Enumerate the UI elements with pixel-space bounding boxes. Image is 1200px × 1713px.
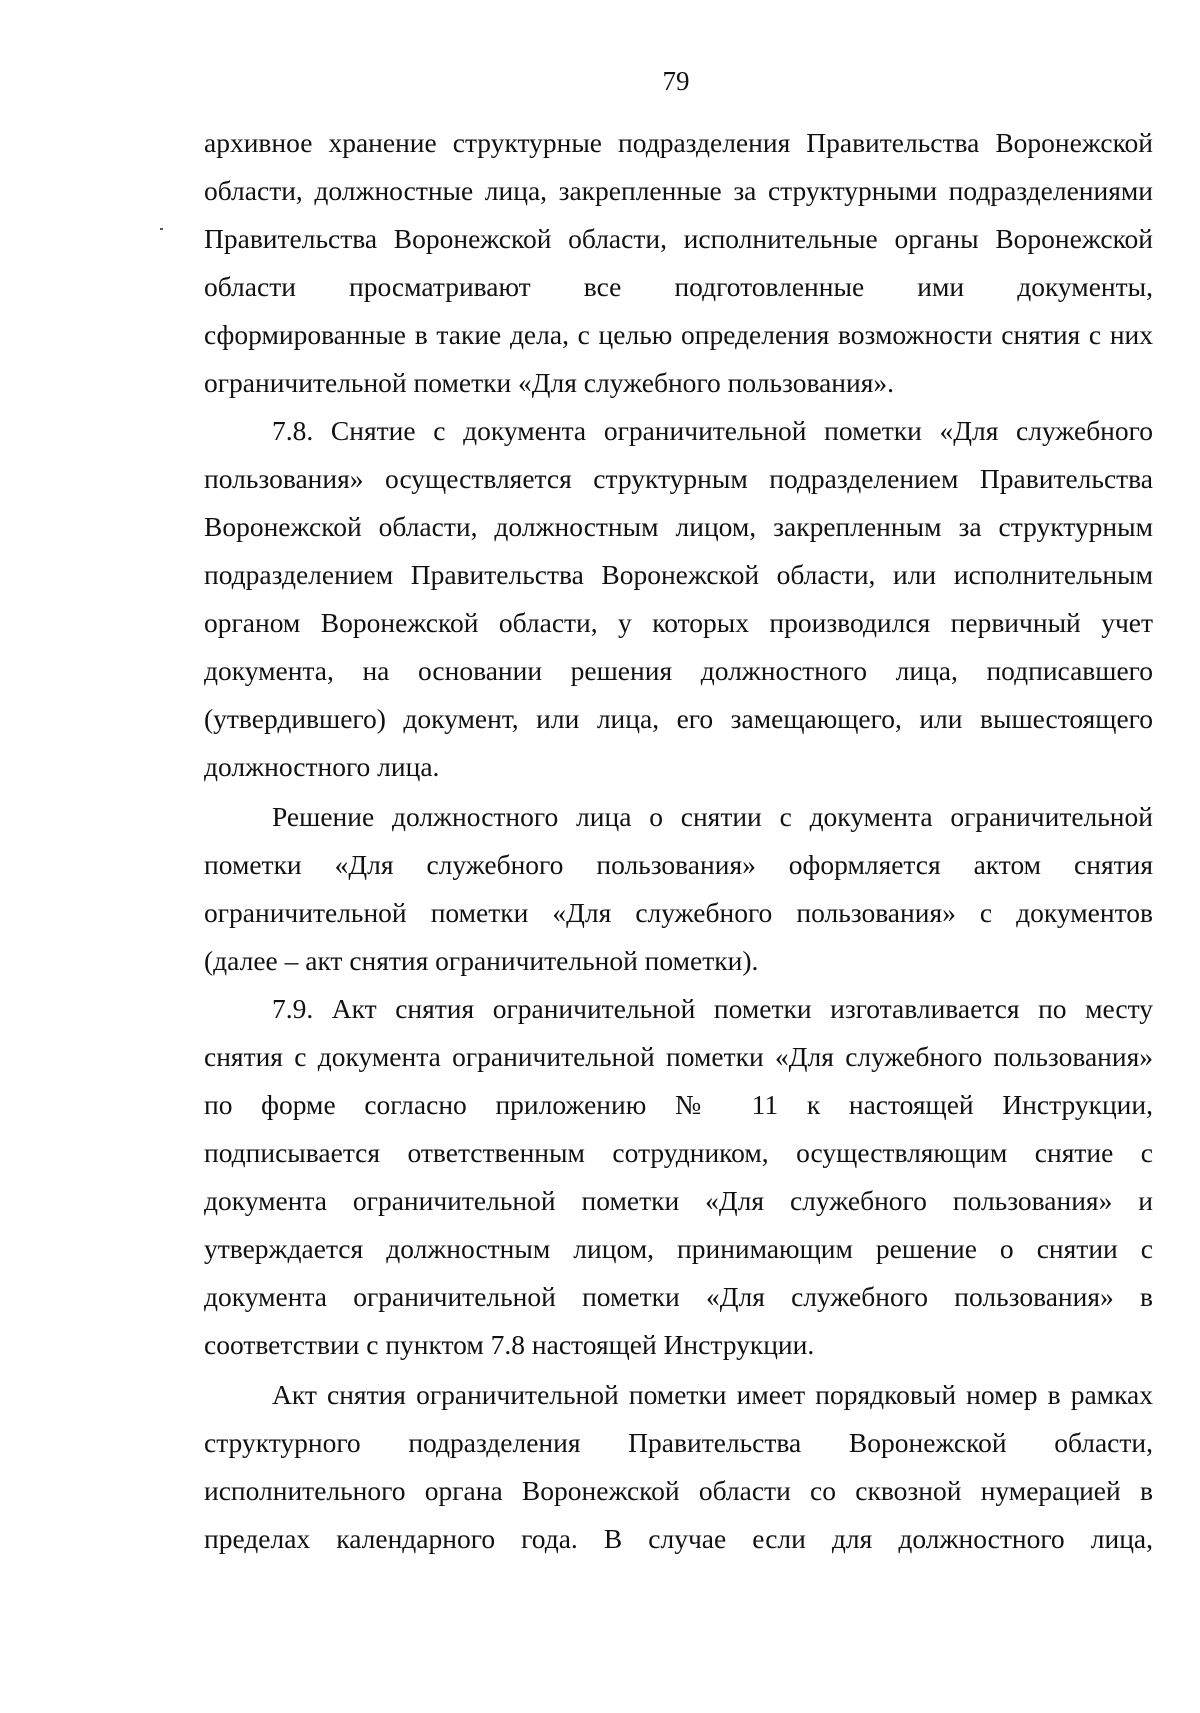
text-line: ограничительной пометки «Для служебного пользования» с документов bbox=[204, 897, 1153, 928]
text-line: (утвердившего) документ, или лица, его замещающего, или вышестоящего bbox=[204, 703, 1153, 734]
text-line: соответствии с пунктом 7.8 настоящей Инструкции. bbox=[204, 1329, 815, 1360]
text-line: 7.9. Акт снятия ограничительной пометки изготавливается по месту bbox=[272, 993, 1153, 1024]
text-line: Правительства Воронежской области, исполнительные органы Воронежской bbox=[204, 223, 1153, 254]
text-line: (далее – акт снятия ограничительной пометки). bbox=[204, 945, 759, 976]
text-line: снятия с документа ограничительной пометки «Для служебного пользования» bbox=[204, 1041, 1153, 1072]
text-line: сформированные в такие дела, с целью определения возможности снятия с них bbox=[204, 319, 1153, 350]
text-line: ограничительной пометки «Для служебного пользования». bbox=[204, 367, 894, 398]
text-line: подписывается ответственным сотрудником, осуществляющим снятие с bbox=[204, 1137, 1153, 1168]
text-line: области, должностные лица, закрепленные за структурными подразделениями bbox=[204, 175, 1153, 206]
text-line: пользования» осуществляется структурным подразделением Правительства bbox=[204, 463, 1153, 494]
document-body bbox=[204, 119, 1153, 1563]
text-line: утверждается должностным лицом, принимающим решение о снятии с bbox=[204, 1233, 1153, 1264]
text-line: документа, на основании решения должностного лица, подписавшего bbox=[204, 655, 1153, 686]
text-line: Решение должностного лица о снятии с документа ограничительной bbox=[272, 801, 1153, 832]
paragraph-7-8 bbox=[204, 407, 1153, 791]
paragraph-act-number bbox=[204, 1371, 1153, 1563]
text-line: 7.8. Снятие с документа ограничительной пометки «Для служебного bbox=[272, 415, 1153, 446]
text-line: архивное хранение структурные подразделения Правительства Воронежской bbox=[204, 127, 1153, 158]
page-number: 79 bbox=[662, 66, 690, 96]
text-line: исполнительного органа Воронежской области со сквозной нумерацией в bbox=[204, 1475, 1153, 1506]
text-line: органом Воронежской области, у которых производился первичный учет bbox=[204, 607, 1153, 638]
text-line: по форме согласно приложению № 11 к настоящей Инструкции, bbox=[204, 1089, 1153, 1120]
text-line: пределах календарного года. В случае если для должностного лица, bbox=[204, 1523, 1153, 1554]
text-line: Воронежской области, должностным лицом, закрепленным за структурным bbox=[204, 511, 1153, 542]
text-line: документа ограничительной пометки «Для служебного пользования» в bbox=[204, 1281, 1153, 1312]
paragraph-1 bbox=[204, 119, 1153, 407]
text-line: подразделением Правительства Воронежской области, или исполнительным bbox=[204, 559, 1153, 590]
text-line: области просматривают все подготовленные ими документы, bbox=[204, 271, 1153, 302]
scan-speck bbox=[160, 228, 163, 230]
text-line: должностного лица. bbox=[204, 751, 440, 782]
text-line: документа ограничительной пометки «Для служебного пользования» и bbox=[204, 1185, 1153, 1216]
text-line: пометки «Для служебного пользования» оформляется актом снятия bbox=[204, 849, 1153, 880]
text-line: структурного подразделения Правительства Воронежской области, bbox=[204, 1427, 1153, 1458]
text-line: Акт снятия ограничительной пометки имеет порядковый номер в рамках bbox=[272, 1379, 1153, 1410]
paragraph-7-9 bbox=[204, 985, 1153, 1369]
paragraph-decision bbox=[204, 793, 1153, 985]
